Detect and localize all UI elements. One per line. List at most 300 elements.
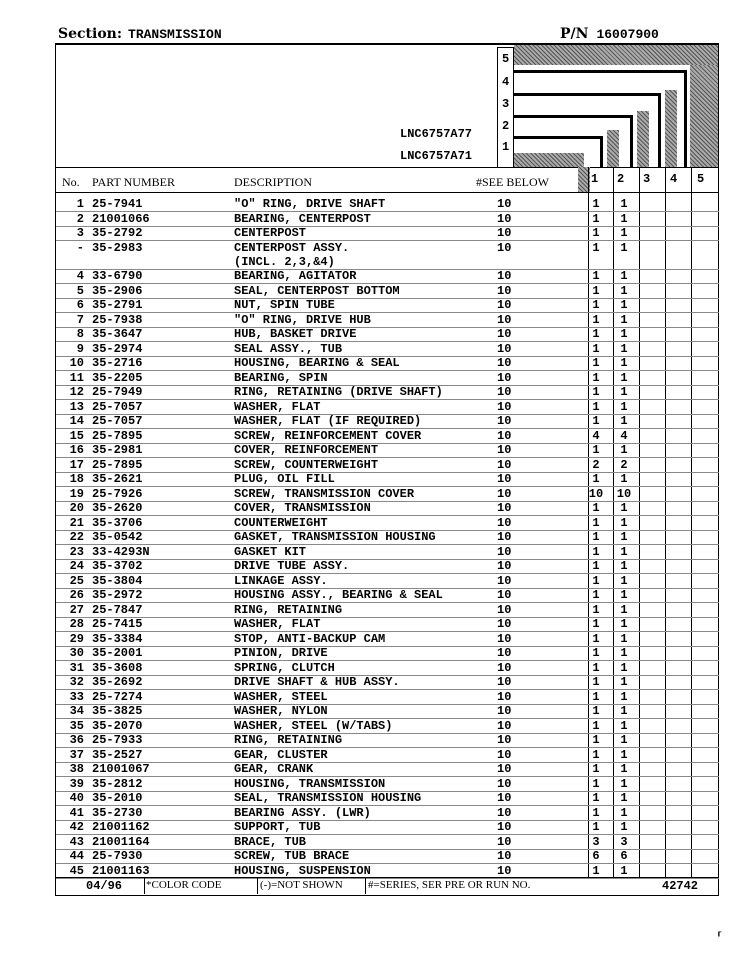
table-row xyxy=(60,632,720,646)
qty-col2: 1 xyxy=(620,660,628,675)
part-number: 35-2791 xyxy=(92,298,143,313)
series-ref: 10 xyxy=(497,617,512,632)
table-row xyxy=(60,675,720,689)
part-number: 35-2906 xyxy=(92,283,143,298)
part-number: 35-3825 xyxy=(92,704,143,719)
part-number-header xyxy=(560,26,659,42)
qty-col1: 1 xyxy=(592,617,600,632)
table-row xyxy=(60,545,720,559)
col-header-no: No. xyxy=(62,175,80,189)
item-number: 40 xyxy=(69,791,84,806)
qty-col2: 1 xyxy=(620,341,628,356)
qty-col2: 1 xyxy=(620,269,628,284)
qty-col1: 1 xyxy=(592,341,600,356)
item-number: 9 xyxy=(76,341,84,356)
table-row xyxy=(60,806,720,820)
table-row xyxy=(60,516,720,530)
section-header xyxy=(58,26,222,42)
item-number: 39 xyxy=(69,776,84,791)
item-number: 24 xyxy=(69,559,84,574)
part-description: SCREW, TUB BRACE xyxy=(234,849,350,864)
part-number: 35-2001 xyxy=(92,646,143,661)
part-description: SPRING, CLUTCH xyxy=(234,660,335,675)
item-number: 36 xyxy=(69,733,84,748)
series-ref: 10 xyxy=(497,269,512,284)
qty-col1: 1 xyxy=(592,370,600,385)
table-row xyxy=(60,646,720,660)
item-number: - xyxy=(76,240,84,255)
part-description: SCREW, TRANSMISSION COVER xyxy=(234,486,415,501)
qty-col2: 1 xyxy=(620,733,628,748)
table-row xyxy=(60,472,720,486)
qty-col2: 1 xyxy=(620,356,628,371)
qty-col1: 1 xyxy=(592,544,600,559)
part-description: SEAL, CENTERPOST BOTTOM xyxy=(234,283,400,298)
model-number: LNC6757A71 xyxy=(400,149,473,163)
table-row xyxy=(60,690,720,704)
qty-col2: 1 xyxy=(620,588,628,603)
item-number: 1 xyxy=(76,197,84,211)
qty-col2: 1 xyxy=(620,501,628,516)
series-ref: 10 xyxy=(497,602,512,617)
qty-col1: 1 xyxy=(592,660,600,675)
part-number: 21001164 xyxy=(92,834,150,849)
qty-col1: 1 xyxy=(592,588,600,603)
qty-col2: 1 xyxy=(620,820,628,835)
item-number: 33 xyxy=(69,689,84,704)
step-line-4 xyxy=(514,70,686,73)
part-number: 25-7941 xyxy=(92,197,143,211)
part-description: WASHER, STEEL (W/TABS) xyxy=(234,718,393,733)
qty-col2: 1 xyxy=(620,863,628,878)
part-number: 35-2205 xyxy=(92,370,143,385)
part-number: 25-7415 xyxy=(92,617,143,632)
part-description: SCREW, REINFORCEMENT COVER xyxy=(234,428,422,443)
model-number: LNC6757A77 xyxy=(400,127,473,141)
item-number: 4 xyxy=(76,269,84,284)
table-row xyxy=(60,762,720,776)
series-ref: 10 xyxy=(497,226,512,240)
item-number: 13 xyxy=(69,399,84,414)
part-number: 21001163 xyxy=(92,863,150,878)
part-description: NUT, SPIN TUBE xyxy=(234,298,335,313)
series-ref: 10 xyxy=(497,834,512,849)
part-number: 35-2692 xyxy=(92,675,143,690)
series-ref: 10 xyxy=(497,863,512,878)
qty-col2: 1 xyxy=(620,226,628,240)
table-row xyxy=(60,777,720,791)
series-ref: 10 xyxy=(497,385,512,400)
qty-col1: 1 xyxy=(592,443,600,458)
item-number: 8 xyxy=(76,327,84,342)
divider xyxy=(513,47,514,167)
divider xyxy=(144,877,145,894)
qty-col1: 1 xyxy=(592,689,600,704)
qty-col2: 1 xyxy=(620,399,628,414)
qty-col2: 1 xyxy=(620,515,628,530)
qty-col2: 1 xyxy=(620,530,628,545)
series-ref: 10 xyxy=(497,704,512,719)
qty-col1: 3 xyxy=(592,834,600,849)
item-number: 43 xyxy=(69,834,84,849)
qty-col1: 1 xyxy=(592,472,600,487)
part-number: 21001067 xyxy=(92,762,150,777)
part-number: 35-2070 xyxy=(92,718,143,733)
qty-col1: 1 xyxy=(592,863,600,878)
table-row xyxy=(60,661,720,675)
item-number: 18 xyxy=(69,472,84,487)
part-description: WASHER, FLAT xyxy=(234,399,321,414)
item-number: 2 xyxy=(76,211,84,226)
qty-col1: 1 xyxy=(592,283,600,298)
model-index-1: 1 xyxy=(502,140,510,154)
table-row xyxy=(60,400,720,414)
part-description: CENTERPOST xyxy=(234,226,307,240)
part-description: GEAR, CLUSTER xyxy=(234,747,328,762)
series-ref: 10 xyxy=(497,370,512,385)
part-number: 35-2621 xyxy=(92,472,143,487)
qty-col2: 1 xyxy=(620,327,628,342)
qty-col1: 1 xyxy=(592,776,600,791)
table-row xyxy=(60,385,720,399)
part-description: HOUSING ASSY., BEARING & SEAL xyxy=(234,588,443,603)
qty-col1: 1 xyxy=(592,226,600,240)
part-number: 25-7847 xyxy=(92,602,143,617)
part-description: SCREW, COUNTERWEIGHT xyxy=(234,457,379,472)
step-line-4v xyxy=(684,70,687,167)
qty-col1: 1 xyxy=(592,820,600,835)
table-row xyxy=(60,241,720,255)
qty-col2: 1 xyxy=(620,197,628,211)
qty-col-5: 5 xyxy=(697,172,705,186)
item-number: 15 xyxy=(69,428,84,443)
series-ref: 10 xyxy=(497,660,512,675)
table-row xyxy=(60,617,720,631)
series-ref: 10 xyxy=(497,733,512,748)
part-description: DRIVE SHAFT & HUB ASSY. xyxy=(234,675,400,690)
qty-col2: 3 xyxy=(620,834,628,849)
centerpost-note: (INCL. 2,3,&4) xyxy=(234,254,335,269)
item-number: 5 xyxy=(76,283,84,298)
part-number: 35-3706 xyxy=(92,515,143,530)
series-ref: 10 xyxy=(497,515,512,530)
series-ref: 10 xyxy=(497,747,512,762)
table-row xyxy=(60,791,720,805)
part-description: PLUG, OIL FILL xyxy=(234,472,335,487)
qty-col2: 1 xyxy=(620,602,628,617)
part-number: 33-6790 xyxy=(92,269,143,284)
qty-col1: 1 xyxy=(592,298,600,313)
qty-col1: 1 xyxy=(592,559,600,574)
qty-col2: 1 xyxy=(620,646,628,661)
qty-col2: 1 xyxy=(620,544,628,559)
part-number: 35-2812 xyxy=(92,776,143,791)
part-description: BRACE, TUB xyxy=(234,834,307,849)
item-number: 37 xyxy=(69,747,84,762)
part-description: PINION, DRIVE xyxy=(234,646,328,661)
part-number: 35-2974 xyxy=(92,341,143,356)
table-row xyxy=(60,342,720,356)
part-description: DRIVE TUBE ASSY. xyxy=(234,559,350,574)
part-description: HOUSING, SUSPENSION xyxy=(234,863,371,878)
qty-col2: 1 xyxy=(620,617,628,632)
part-number: 21001162 xyxy=(92,820,150,835)
series-ref: 10 xyxy=(497,197,512,211)
part-number: 35-2983 xyxy=(92,240,143,255)
series-ref: 10 xyxy=(497,283,512,298)
qty-col2: 1 xyxy=(620,805,628,820)
section-value: TRANSMISSION xyxy=(128,27,222,42)
part-number: 35-2792 xyxy=(92,226,143,240)
item-number: 16 xyxy=(69,443,84,458)
table-row xyxy=(60,298,720,312)
qty-col1: 1 xyxy=(592,718,600,733)
qty-col1: 1 xyxy=(592,269,600,284)
qty-col1: 1 xyxy=(592,733,600,748)
table-row xyxy=(60,835,720,849)
part-number: 35-2730 xyxy=(92,805,143,820)
table-row xyxy=(60,356,720,370)
qty-col2: 1 xyxy=(620,791,628,806)
item-number: 3 xyxy=(76,226,84,240)
step-line-3v xyxy=(658,93,661,167)
qty-col2: 1 xyxy=(620,240,628,255)
table-row xyxy=(60,226,720,240)
qty-col1: 6 xyxy=(592,849,600,864)
model-index-3: 3 xyxy=(502,97,510,111)
col-header-part-number: PART NUMBER xyxy=(92,175,175,189)
part-number: 35-2972 xyxy=(92,588,143,603)
table-row xyxy=(60,269,720,283)
qty-col1: 1 xyxy=(592,573,600,588)
table-row xyxy=(60,197,720,211)
qty-col2: 4 xyxy=(620,428,628,443)
table-row xyxy=(60,443,720,457)
qty-col-4: 4 xyxy=(670,172,678,186)
part-number: 35-2527 xyxy=(92,747,143,762)
step-line-1 xyxy=(514,136,602,139)
part-description: BEARING, CENTERPOST xyxy=(234,211,371,226)
qty-col2: 1 xyxy=(620,573,628,588)
qty-col1: 10 xyxy=(588,486,604,501)
series-ref: 10 xyxy=(497,457,512,472)
qty-col1: 1 xyxy=(592,675,600,690)
table-row xyxy=(60,371,720,385)
shade-col5 xyxy=(690,65,718,167)
series-ref: 10 xyxy=(497,298,512,313)
qty-col1: 1 xyxy=(592,399,600,414)
qty-col2: 1 xyxy=(620,559,628,574)
col-header-see-below: #SEE BELOW xyxy=(476,175,549,189)
series-ref: 10 xyxy=(497,805,512,820)
qty-col1: 1 xyxy=(592,791,600,806)
item-number: 12 xyxy=(69,385,84,400)
part-number: 35-3384 xyxy=(92,631,143,646)
series-ref: 10 xyxy=(497,849,512,864)
table-row xyxy=(60,733,720,747)
part-description: RING, RETAINING xyxy=(234,602,343,617)
qty-col2: 1 xyxy=(620,747,628,762)
table-row xyxy=(60,212,720,226)
part-number: 35-3804 xyxy=(92,573,143,588)
model-index-2: 2 xyxy=(502,119,510,133)
table-row xyxy=(60,327,720,341)
item-number: 21 xyxy=(69,515,84,530)
qty-col2: 1 xyxy=(620,776,628,791)
table-row xyxy=(60,588,720,602)
part-description: SEAL ASSY., TUB xyxy=(234,341,343,356)
divider xyxy=(56,192,719,193)
item-number: 31 xyxy=(69,660,84,675)
footer-not-shown: (-)=NOT SHOWN xyxy=(260,879,343,891)
part-description: GASKET, TRANSMISSION HOUSING xyxy=(234,530,436,545)
item-number: 30 xyxy=(69,646,84,661)
footer-date: 04/96 xyxy=(86,879,123,893)
series-ref: 10 xyxy=(497,646,512,661)
qty-col1: 1 xyxy=(592,530,600,545)
part-description: COVER, TRANSMISSION xyxy=(234,501,371,516)
item-number: 17 xyxy=(69,457,84,472)
divider xyxy=(56,167,719,168)
table-row xyxy=(60,820,720,834)
pn-value: 16007900 xyxy=(596,27,659,42)
item-number: 11 xyxy=(69,370,84,385)
qty-col2: 1 xyxy=(620,675,628,690)
qty-col-1: 1 xyxy=(591,172,599,186)
part-description: STOP, ANTI-BACKUP CAM xyxy=(234,631,386,646)
footer xyxy=(60,877,720,894)
item-number: 26 xyxy=(69,588,84,603)
part-number: 35-3702 xyxy=(92,559,143,574)
corner-mark: ⸢ xyxy=(717,930,723,946)
qty-col1: 1 xyxy=(592,197,600,211)
series-ref: 10 xyxy=(497,341,512,356)
part-number: 25-7895 xyxy=(92,457,143,472)
series-ref: 10 xyxy=(497,240,512,255)
part-description: HOUSING, TRANSMISSION xyxy=(234,776,386,791)
series-ref: 10 xyxy=(497,428,512,443)
series-ref: 10 xyxy=(497,356,512,371)
series-ref: 10 xyxy=(497,776,512,791)
item-number: 45 xyxy=(69,863,84,878)
item-number: 6 xyxy=(76,298,84,313)
series-ref: 10 xyxy=(497,472,512,487)
table-row xyxy=(60,487,720,501)
table-row xyxy=(60,849,720,863)
part-description: GEAR, CRANK xyxy=(234,762,314,777)
item-number: 20 xyxy=(69,501,84,516)
part-number: 25-7926 xyxy=(92,486,143,501)
qty-col1: 1 xyxy=(592,602,600,617)
qty-col1: 1 xyxy=(592,762,600,777)
series-ref: 10 xyxy=(497,689,512,704)
qty-col1: 1 xyxy=(592,501,600,516)
pn-label: P/N xyxy=(560,26,589,42)
part-description: SUPPORT, TUB xyxy=(234,820,321,835)
step-line-2v xyxy=(630,115,633,167)
qty-col2: 1 xyxy=(620,370,628,385)
part-number: 25-7057 xyxy=(92,414,143,429)
part-description: "O" RING, DRIVE SHAFT xyxy=(234,197,386,211)
table-row xyxy=(60,748,720,762)
qty-col2: 1 xyxy=(620,414,628,429)
part-number: 25-7933 xyxy=(92,733,143,748)
table-row xyxy=(60,458,720,472)
item-number: 14 xyxy=(69,414,84,429)
series-ref: 10 xyxy=(497,399,512,414)
part-number: 33-4293N xyxy=(92,544,150,559)
item-number: 10 xyxy=(69,356,84,371)
part-number: 35-3608 xyxy=(92,660,143,675)
qty-col1: 1 xyxy=(592,312,600,327)
section-label: Section: xyxy=(58,26,123,42)
part-description: BEARING, SPIN xyxy=(234,370,328,385)
series-ref: 10 xyxy=(497,501,512,516)
qty-col2: 1 xyxy=(620,312,628,327)
series-ref: 10 xyxy=(497,312,512,327)
part-description: CENTERPOST ASSY. xyxy=(234,240,350,255)
col-header-description: DESCRIPTION xyxy=(234,175,313,189)
item-number: 34 xyxy=(69,704,84,719)
qty-col2: 6 xyxy=(620,849,628,864)
divider xyxy=(365,877,366,894)
item-number: 38 xyxy=(69,762,84,777)
footer-color-code: *COLOR CODE xyxy=(146,879,222,891)
part-description: LINKAGE ASSY. xyxy=(234,573,328,588)
part-description: RING, RETAINING xyxy=(234,733,343,748)
qty-col-3: 3 xyxy=(643,172,651,186)
part-description: COVER, REINFORCEMENT xyxy=(234,443,379,458)
part-description: "O" RING, DRIVE HUB xyxy=(234,312,371,327)
part-number: 25-7274 xyxy=(92,689,143,704)
item-number: 19 xyxy=(69,486,84,501)
part-description: GASKET KIT xyxy=(234,544,307,559)
qty-col1: 1 xyxy=(592,747,600,762)
item-number: 7 xyxy=(76,312,84,327)
part-description: RING, RETAINING (DRIVE SHAFT) xyxy=(234,385,443,400)
qty-col1: 1 xyxy=(592,240,600,255)
part-description: SEAL, TRANSMISSION HOUSING xyxy=(234,791,422,806)
shade-col3 xyxy=(637,111,649,167)
item-number: 35 xyxy=(69,718,84,733)
part-description: WASHER, NYLON xyxy=(234,704,328,719)
qty-col1: 1 xyxy=(592,327,600,342)
table-row xyxy=(60,719,720,733)
series-ref: 10 xyxy=(497,675,512,690)
series-ref: 10 xyxy=(497,573,512,588)
table-row xyxy=(60,530,720,544)
part-description: HUB, BASKET DRIVE xyxy=(234,327,357,342)
qty-col-2: 2 xyxy=(617,172,625,186)
qty-col2: 1 xyxy=(620,298,628,313)
qty-col2: 1 xyxy=(620,718,628,733)
qty-col1: 1 xyxy=(592,515,600,530)
part-number: 35-3647 xyxy=(92,327,143,342)
item-number: 23 xyxy=(69,544,84,559)
shade-col2 xyxy=(607,130,619,167)
footer-doc-no: 42742 xyxy=(662,879,699,893)
series-ref: 10 xyxy=(497,762,512,777)
table-row xyxy=(60,501,720,515)
part-number: 35-2981 xyxy=(92,443,143,458)
part-number: 25-7949 xyxy=(92,385,143,400)
qty-col1: 1 xyxy=(592,646,600,661)
model-index-4: 4 xyxy=(502,75,510,89)
item-number: 32 xyxy=(69,675,84,690)
part-number: 25-7895 xyxy=(92,428,143,443)
table-row xyxy=(60,603,720,617)
qty-col2: 1 xyxy=(620,704,628,719)
